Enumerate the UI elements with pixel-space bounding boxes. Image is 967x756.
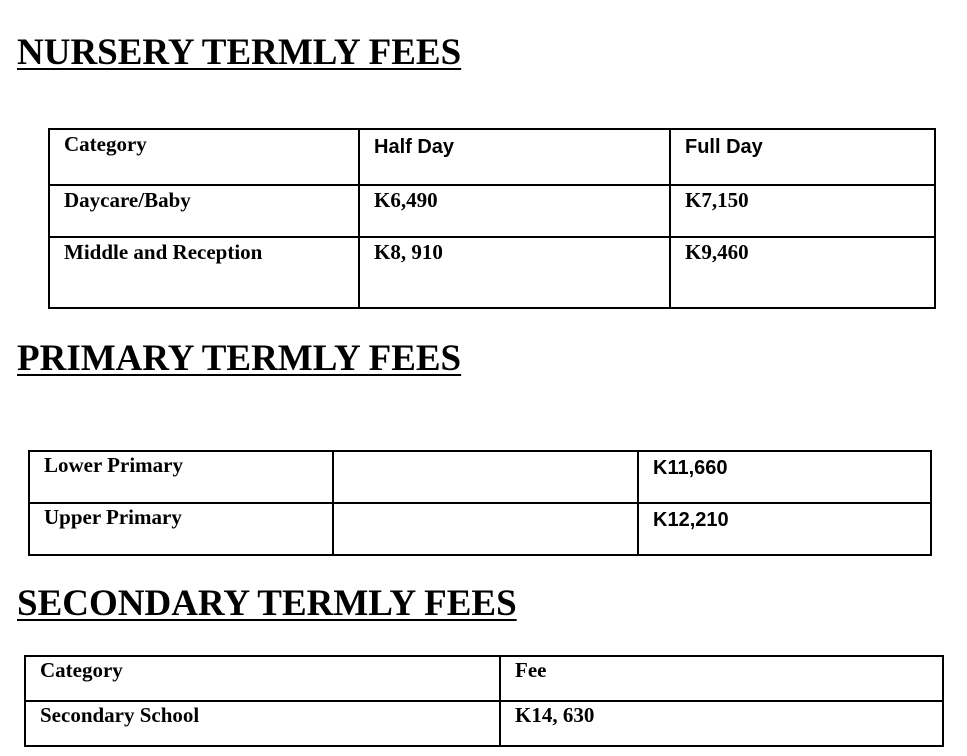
- header-category: Category: [25, 656, 500, 701]
- primary-fees-table: [28, 450, 932, 556]
- nursery-fees-table: [48, 128, 936, 309]
- category-cell: Middle and Reception: [49, 237, 359, 308]
- half-day-fee-cell: K8, 910: [359, 237, 670, 308]
- category-cell: Secondary School: [25, 701, 500, 746]
- nursery-fees-heading: NURSERY TERMLY FEES: [17, 32, 462, 73]
- empty-cell: [333, 451, 638, 503]
- header-full-day: Full Day: [670, 129, 935, 185]
- table-header-row: [49, 129, 935, 185]
- category-cell: Daycare/Baby: [49, 185, 359, 237]
- full-day-fee-cell: K9,460: [670, 237, 935, 308]
- header-fee: Fee: [500, 656, 943, 701]
- fee-cell: K12,210: [638, 503, 931, 555]
- secondary-fees-table: [24, 655, 944, 747]
- half-day-fee-cell: K6,490: [359, 185, 670, 237]
- fee-cell: K14, 630: [500, 701, 943, 746]
- category-cell: Lower Primary: [29, 451, 333, 503]
- table-row: [49, 185, 935, 237]
- secondary-fees-heading: SECONDARY TERMLY FEES: [17, 583, 517, 624]
- empty-cell: [333, 503, 638, 555]
- header-category: Category: [49, 129, 359, 185]
- fee-cell: K11,660: [638, 451, 931, 503]
- full-day-fee-cell: K7,150: [670, 185, 935, 237]
- table-row: [49, 237, 935, 308]
- primary-fees-heading: PRIMARY TERMLY FEES: [17, 338, 462, 379]
- table-row: [29, 451, 931, 503]
- table-header-row: [25, 656, 943, 701]
- table-row: [25, 701, 943, 746]
- header-half-day: Half Day: [359, 129, 670, 185]
- table-row: [29, 503, 931, 555]
- category-cell: Upper Primary: [29, 503, 333, 555]
